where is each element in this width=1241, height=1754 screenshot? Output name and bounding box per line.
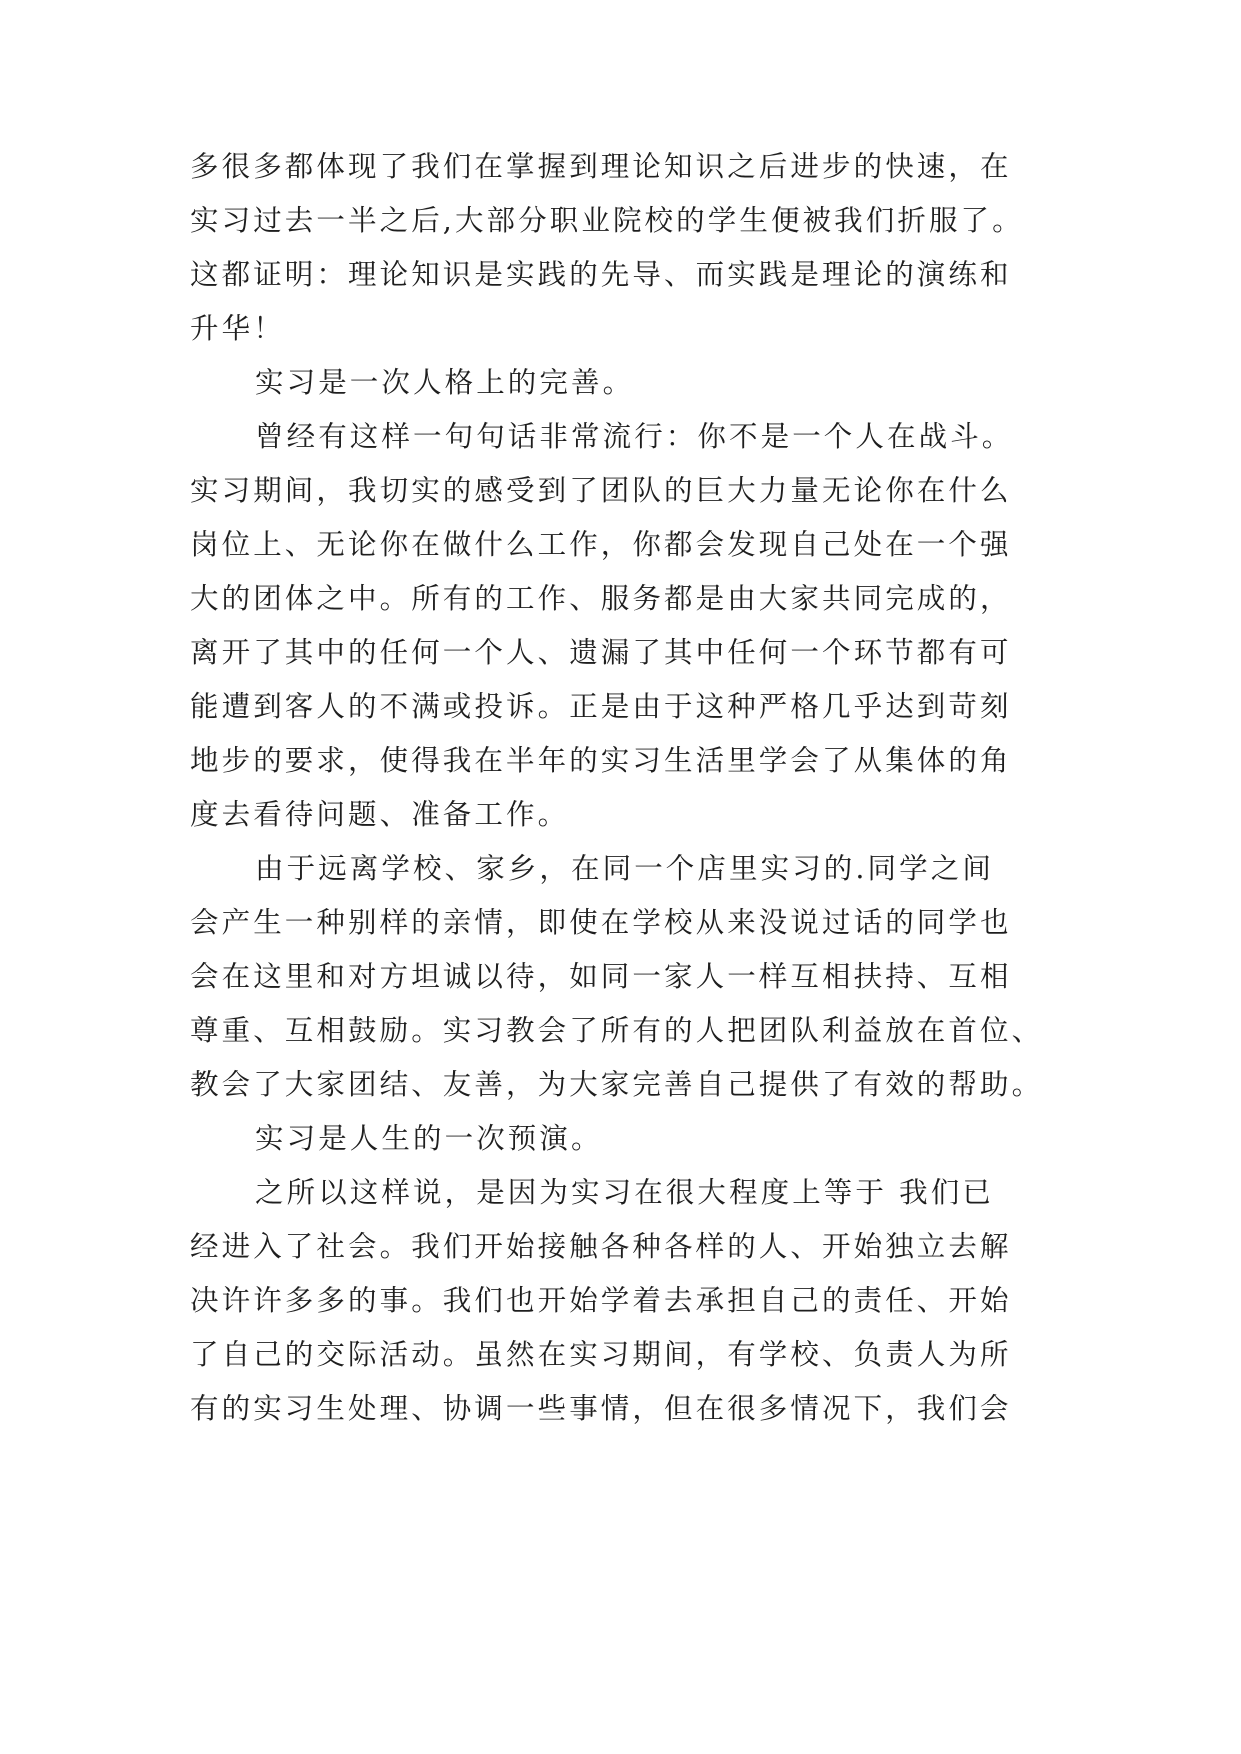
text-line: 决许许多多的事。我们也开始学着去承担自己的责任、开始	[190, 1284, 1012, 1317]
text-line: 离开了其中的任何一个人、遗漏了其中任何一个环节都有可	[190, 636, 1012, 669]
text-line: 升华！	[190, 312, 285, 345]
text-line: 实习是一次人格上的完善。	[255, 366, 635, 399]
text-line: 经进入了社会。我们开始接触各种各样的人、开始独立去解	[190, 1230, 1012, 1263]
text-line: 能遭到客人的不满或投诉。正是由于这种严格几乎达到苛刻	[190, 690, 1012, 723]
text-line: 之所以这样说，是因为实习在很大程度上等于 我们已	[255, 1176, 994, 1209]
text-line: 大的团体之中。所有的工作、服务都是由大家共同完成的，	[190, 582, 1012, 615]
text-line: 了自己的交际活动。虽然在实习期间，有学校、负责人为所	[190, 1338, 1012, 1371]
text-line: 由于远离学校、家乡，在同一个店里实习的.同学之间	[255, 852, 994, 885]
text-line: 曾经有这样一句句话非常流行：你不是一个人在战斗。	[255, 420, 1014, 453]
text-line: 有的实习生处理、协调一些事情，但在很多情况下，我们会	[190, 1392, 1012, 1425]
text-line: 尊重、互相鼓励。实习教会了所有的人把团队利益放在首位、	[190, 1014, 1044, 1047]
text-line: 会在这里和对方坦诚以待，如同一家人一样互相扶持、互相	[190, 960, 1012, 993]
text-line: 实习过去一半之后,大部分职业院校的学生便被我们折服了。	[190, 204, 1024, 237]
text-line: 教会了大家团结、友善，为大家完善自己提供了有效的帮助。	[190, 1068, 1044, 1101]
text-line: 实习是人生的一次预演。	[255, 1122, 603, 1155]
text-line: 岗位上、无论你在做什么工作，你都会发现自己处在一个强	[190, 528, 1012, 561]
text-line: 地步的要求，使得我在半年的实习生活里学会了从集体的角	[190, 744, 1012, 777]
text-line: 度去看待问题、准备工作。	[190, 798, 570, 831]
text-line: 这都证明：理论知识是实践的先导、而实践是理论的演练和	[190, 258, 1012, 291]
text-line: 实习期间，我切实的感受到了团队的巨大力量无论你在什么	[190, 474, 1012, 507]
text-line: 多很多都体现了我们在掌握到理论知识之后进步的快速，在	[190, 150, 1012, 183]
text-line: 会产生一种别样的亲情，即使在学校从来没说过话的同学也	[190, 906, 1012, 939]
